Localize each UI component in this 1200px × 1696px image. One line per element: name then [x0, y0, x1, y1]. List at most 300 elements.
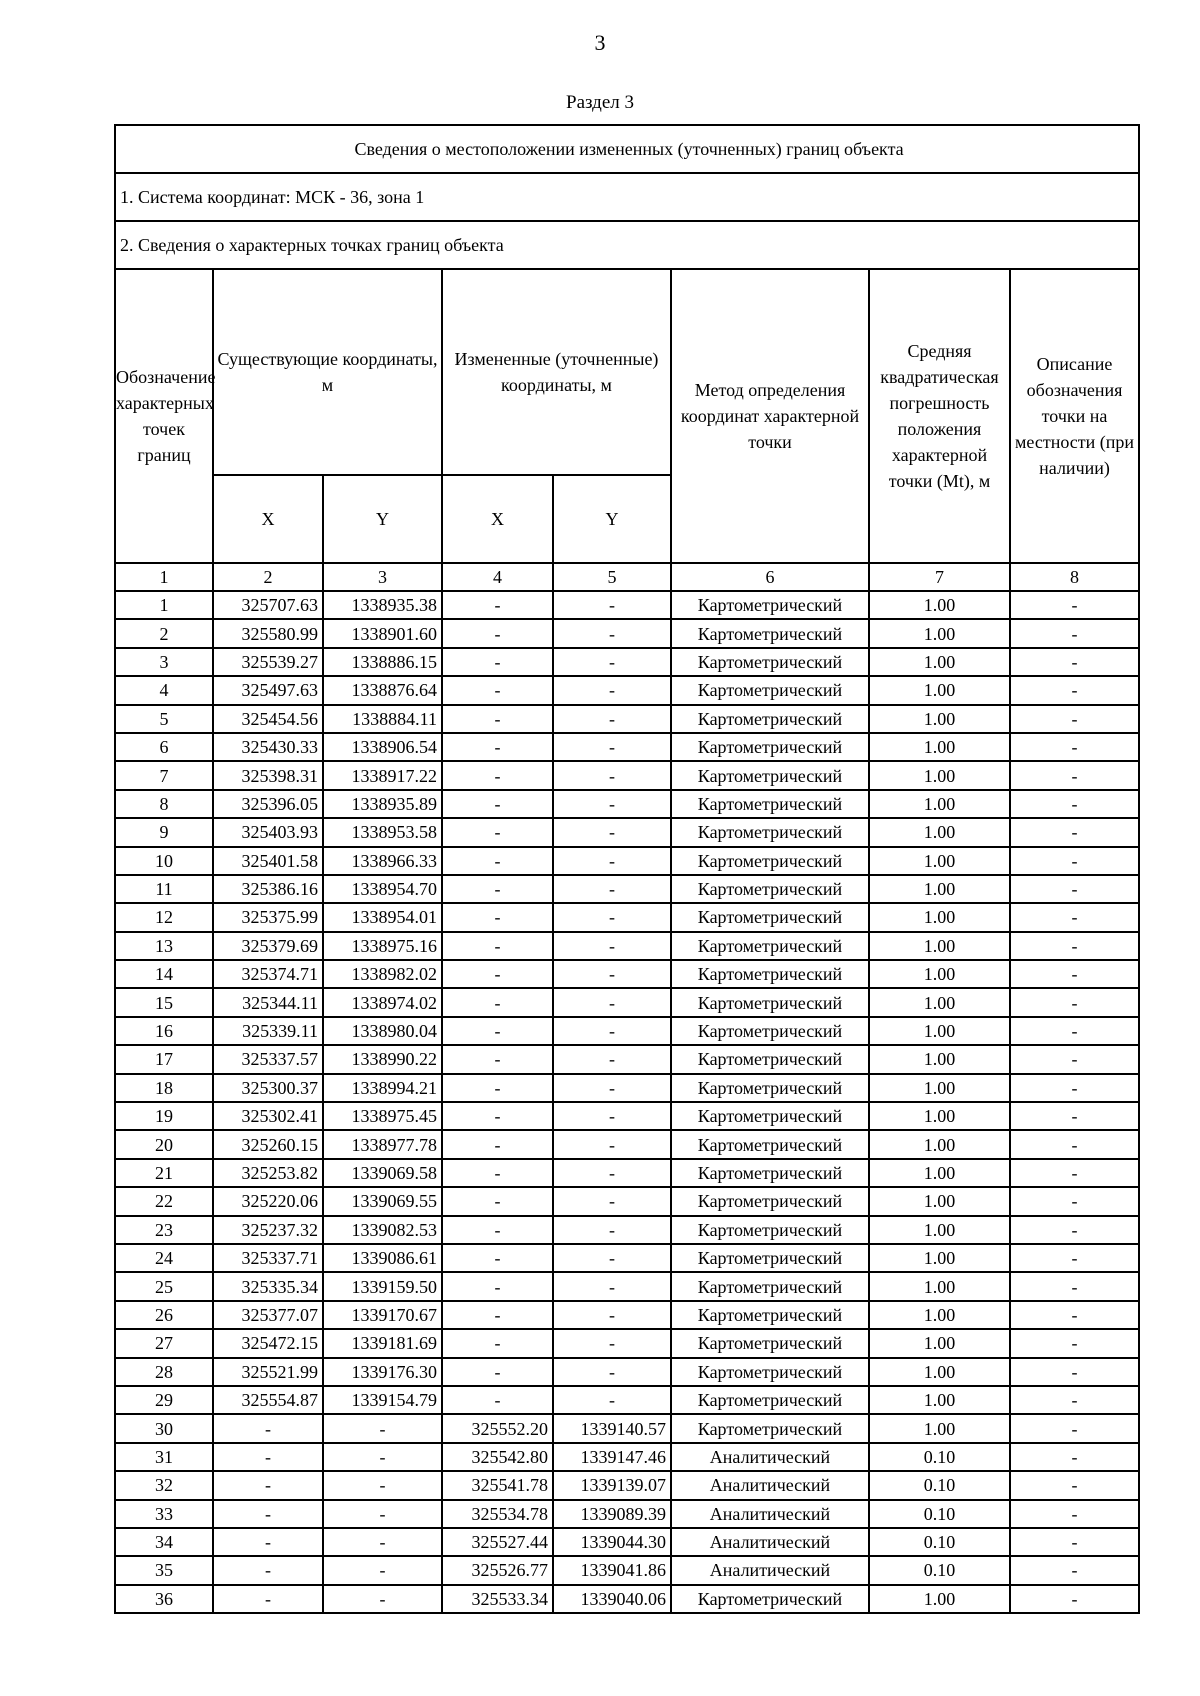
point-number-cell: 9 [115, 818, 213, 846]
mean-error-cell: 1.00 [869, 591, 1010, 619]
existing-y-cell: 1339082.53 [323, 1216, 442, 1244]
changed-y-cell: - [553, 988, 671, 1016]
mean-error-cell: 0.10 [869, 1443, 1010, 1471]
description-cell: - [1010, 619, 1139, 647]
description-cell: - [1010, 790, 1139, 818]
table-row [115, 1074, 1139, 1102]
method-cell: Картометрический [671, 705, 869, 733]
existing-x-cell: 325454.56 [213, 705, 323, 733]
point-number-cell: 2 [115, 619, 213, 647]
table-row [115, 932, 1139, 960]
description-cell: - [1010, 818, 1139, 846]
changed-x-cell: 325552.20 [442, 1414, 553, 1442]
existing-y-cell: 1338954.01 [323, 903, 442, 931]
mean-error-cell: 1.00 [869, 1272, 1010, 1300]
existing-y-cell: 1339086.61 [323, 1244, 442, 1272]
changed-x-cell: - [442, 1017, 553, 1045]
existing-x-cell: 325403.93 [213, 818, 323, 846]
existing-y-cell: 1338906.54 [323, 733, 442, 761]
changed-y-cell: - [553, 1130, 671, 1158]
existing-y-cell: 1338975.45 [323, 1102, 442, 1130]
method-cell: Картометрический [671, 790, 869, 818]
changed-x-cell: - [442, 960, 553, 988]
changed-y-cell: - [553, 1358, 671, 1386]
point-number-cell: 11 [115, 875, 213, 903]
method-cell: Картометрический [671, 1187, 869, 1215]
point-number-cell: 15 [115, 988, 213, 1016]
description-cell: - [1010, 1471, 1139, 1499]
method-cell: Картометрический [671, 619, 869, 647]
existing-y-cell: 1338935.89 [323, 790, 442, 818]
existing-y-cell: 1338982.02 [323, 960, 442, 988]
column-number: 6 [671, 563, 869, 591]
header-designation: Обозначение характерных точек границ [115, 269, 213, 563]
mean-error-cell: 1.00 [869, 1244, 1010, 1272]
method-cell: Картометрический [671, 761, 869, 789]
changed-y-cell: - [553, 818, 671, 846]
changed-x-cell: - [442, 790, 553, 818]
existing-x-cell: 325554.87 [213, 1386, 323, 1414]
method-cell: Картометрический [671, 988, 869, 1016]
point-number-cell: 3 [115, 648, 213, 676]
changed-y-cell: - [553, 1187, 671, 1215]
method-cell: Картометрический [671, 1329, 869, 1357]
changed-y-cell: - [553, 1244, 671, 1272]
point-number-cell: 25 [115, 1272, 213, 1300]
existing-y-cell: 1339181.69 [323, 1329, 442, 1357]
method-cell: Картометрический [671, 1272, 869, 1300]
changed-y-cell: - [553, 1159, 671, 1187]
changed-x-cell: - [442, 761, 553, 789]
mean-error-cell: 1.00 [869, 1216, 1010, 1244]
changed-y-cell: - [553, 903, 671, 931]
description-cell: - [1010, 903, 1139, 931]
existing-x-cell: - [213, 1414, 323, 1442]
description-cell: - [1010, 1187, 1139, 1215]
mean-error-cell: 1.00 [869, 705, 1010, 733]
header-existing-coords: Существующие координаты, м [213, 269, 442, 475]
description-cell: - [1010, 733, 1139, 761]
changed-y-cell: - [553, 733, 671, 761]
changed-y-cell: - [553, 847, 671, 875]
changed-x-cell: - [442, 648, 553, 676]
boundary-points-table [114, 124, 1140, 1614]
existing-x-cell: 325253.82 [213, 1159, 323, 1187]
existing-x-cell: - [213, 1556, 323, 1584]
method-cell: Картометрический [671, 960, 869, 988]
method-cell: Аналитический [671, 1528, 869, 1556]
changed-y-cell: 1339044.30 [553, 1528, 671, 1556]
description-cell: - [1010, 1216, 1139, 1244]
header-changed-x: X [442, 475, 553, 563]
existing-y-cell: - [323, 1585, 442, 1613]
existing-y-cell: 1339154.79 [323, 1386, 442, 1414]
mean-error-cell: 1.00 [869, 988, 1010, 1016]
existing-x-cell: 325300.37 [213, 1074, 323, 1102]
point-number-cell: 4 [115, 676, 213, 704]
table-row [115, 1414, 1139, 1442]
column-number: 3 [323, 563, 442, 591]
table-row [115, 648, 1139, 676]
existing-x-cell: 325398.31 [213, 761, 323, 789]
changed-y-cell: 1339147.46 [553, 1443, 671, 1471]
method-cell: Картометрический [671, 932, 869, 960]
mean-error-cell: 1.00 [869, 875, 1010, 903]
description-cell: - [1010, 1074, 1139, 1102]
changed-x-cell: - [442, 875, 553, 903]
mean-error-cell: 1.00 [869, 1358, 1010, 1386]
method-cell: Картометрический [671, 875, 869, 903]
mean-error-cell: 1.00 [869, 1074, 1010, 1102]
table-row [115, 1585, 1139, 1613]
table-row [115, 1017, 1139, 1045]
table-row [115, 818, 1139, 846]
description-cell: - [1010, 1414, 1139, 1442]
table-row [115, 1187, 1139, 1215]
column-number: 8 [1010, 563, 1139, 591]
changed-x-cell: - [442, 591, 553, 619]
method-cell: Аналитический [671, 1443, 869, 1471]
changed-x-cell: - [442, 676, 553, 704]
mean-error-cell: 1.00 [869, 1159, 1010, 1187]
existing-x-cell: 325220.06 [213, 1187, 323, 1215]
changed-x-cell: 325534.78 [442, 1500, 553, 1528]
changed-x-cell: - [442, 1329, 553, 1357]
method-cell: Картометрический [671, 648, 869, 676]
method-cell: Картометрический [671, 1301, 869, 1329]
point-number-cell: 16 [115, 1017, 213, 1045]
method-cell: Картометрический [671, 676, 869, 704]
method-cell: Аналитический [671, 1471, 869, 1499]
existing-y-cell: 1339069.58 [323, 1159, 442, 1187]
changed-y-cell: - [553, 1272, 671, 1300]
changed-y-cell: - [553, 1074, 671, 1102]
changed-x-cell: - [442, 1159, 553, 1187]
mean-error-cell: 1.00 [869, 761, 1010, 789]
mean-error-cell: 1.00 [869, 1017, 1010, 1045]
point-number-cell: 7 [115, 761, 213, 789]
table-row [115, 1045, 1139, 1073]
changed-x-cell: - [442, 1074, 553, 1102]
changed-x-cell: - [442, 818, 553, 846]
changed-y-cell: - [553, 1102, 671, 1130]
mean-error-cell: 1.00 [869, 960, 1010, 988]
page-number: 3 [594, 30, 606, 55]
changed-y-cell: 1339139.07 [553, 1471, 671, 1499]
changed-x-cell: 325542.80 [442, 1443, 553, 1471]
table-row [115, 733, 1139, 761]
existing-x-cell: 325337.71 [213, 1244, 323, 1272]
existing-x-cell: 325337.57 [213, 1045, 323, 1073]
changed-x-cell: - [442, 1244, 553, 1272]
changed-x-cell: - [442, 903, 553, 931]
existing-y-cell: 1338886.15 [323, 648, 442, 676]
changed-y-cell: - [553, 1329, 671, 1357]
existing-y-cell: 1338876.64 [323, 676, 442, 704]
method-cell: Картометрический [671, 818, 869, 846]
point-number-cell: 1 [115, 591, 213, 619]
existing-y-cell: 1338994.21 [323, 1074, 442, 1102]
changed-x-cell: - [442, 847, 553, 875]
header-changed-y: Y [553, 475, 671, 563]
header-existing-y: Y [323, 475, 442, 563]
existing-x-cell: - [213, 1585, 323, 1613]
column-number: 5 [553, 563, 671, 591]
description-cell: - [1010, 1329, 1139, 1357]
table-row [115, 761, 1139, 789]
column-number: 2 [213, 563, 323, 591]
column-number: 1 [115, 563, 213, 591]
existing-x-cell: 325335.34 [213, 1272, 323, 1300]
changed-x-cell: 325533.34 [442, 1585, 553, 1613]
description-cell: - [1010, 960, 1139, 988]
method-cell: Картометрический [671, 1130, 869, 1158]
method-cell: Аналитический [671, 1556, 869, 1584]
existing-x-cell: 325379.69 [213, 932, 323, 960]
existing-y-cell: - [323, 1471, 442, 1499]
header-existing-x: X [213, 475, 323, 563]
mean-error-cell: 1.00 [869, 1414, 1010, 1442]
table-row [115, 1500, 1139, 1528]
table-row [115, 1102, 1139, 1130]
description-cell: - [1010, 1017, 1139, 1045]
existing-y-cell: - [323, 1443, 442, 1471]
points-heading: 2. Сведения о характерных точках границ объекта [115, 221, 1139, 269]
description-cell: - [1010, 591, 1139, 619]
method-cell: Картометрический [671, 591, 869, 619]
table-row [115, 1329, 1139, 1357]
existing-x-cell: 325430.33 [213, 733, 323, 761]
existing-y-cell: - [323, 1556, 442, 1584]
method-cell: Картометрический [671, 1216, 869, 1244]
description-cell: - [1010, 875, 1139, 903]
changed-y-cell: - [553, 648, 671, 676]
point-number-cell: 8 [115, 790, 213, 818]
changed-y-cell: 1339140.57 [553, 1414, 671, 1442]
mean-error-cell: 1.00 [869, 1585, 1010, 1613]
point-number-cell: 28 [115, 1358, 213, 1386]
description-cell: - [1010, 1102, 1139, 1130]
changed-y-cell: - [553, 619, 671, 647]
method-cell: Картометрический [671, 1386, 869, 1414]
existing-y-cell: 1338974.02 [323, 988, 442, 1016]
method-cell: Картометрический [671, 1585, 869, 1613]
mean-error-cell: 1.00 [869, 847, 1010, 875]
changed-y-cell: - [553, 1386, 671, 1414]
method-cell: Картометрический [671, 1045, 869, 1073]
method-cell: Картометрический [671, 1017, 869, 1045]
description-cell: - [1010, 761, 1139, 789]
existing-x-cell: 325521.99 [213, 1358, 323, 1386]
point-number-cell: 33 [115, 1500, 213, 1528]
method-cell: Картометрический [671, 1244, 869, 1272]
existing-x-cell: 325374.71 [213, 960, 323, 988]
description-cell: - [1010, 1244, 1139, 1272]
description-cell: - [1010, 1045, 1139, 1073]
table-row [115, 1386, 1139, 1414]
changed-y-cell: - [553, 1216, 671, 1244]
existing-x-cell: 325497.63 [213, 676, 323, 704]
mean-error-cell: 1.00 [869, 733, 1010, 761]
changed-x-cell: - [442, 988, 553, 1016]
mean-error-cell: 1.00 [869, 619, 1010, 647]
changed-x-cell: 325541.78 [442, 1471, 553, 1499]
point-number-cell: 17 [115, 1045, 213, 1073]
changed-x-cell: - [442, 1045, 553, 1073]
mean-error-cell: 0.10 [869, 1556, 1010, 1584]
mean-error-cell: 1.00 [869, 648, 1010, 676]
changed-x-cell: 325526.77 [442, 1556, 553, 1584]
changed-y-cell: - [553, 932, 671, 960]
table-row [115, 1471, 1139, 1499]
changed-y-cell: - [553, 676, 671, 704]
existing-x-cell: 325472.15 [213, 1329, 323, 1357]
table-row [115, 1556, 1139, 1584]
existing-x-cell: 325401.58 [213, 847, 323, 875]
mean-error-cell: 1.00 [869, 1045, 1010, 1073]
changed-y-cell: - [553, 790, 671, 818]
existing-x-cell: 325377.07 [213, 1301, 323, 1329]
table-row [115, 988, 1139, 1016]
existing-x-cell: 325344.11 [213, 988, 323, 1016]
mean-error-cell: 1.00 [869, 903, 1010, 931]
mean-error-cell: 1.00 [869, 1102, 1010, 1130]
method-cell: Картометрический [671, 903, 869, 931]
changed-x-cell: - [442, 619, 553, 647]
existing-x-cell: - [213, 1500, 323, 1528]
mean-error-cell: 1.00 [869, 818, 1010, 846]
mean-error-cell: 0.10 [869, 1528, 1010, 1556]
changed-y-cell: - [553, 761, 671, 789]
point-number-cell: 12 [115, 903, 213, 931]
existing-x-cell: 325237.32 [213, 1216, 323, 1244]
existing-y-cell: 1338990.22 [323, 1045, 442, 1073]
changed-x-cell: - [442, 1216, 553, 1244]
existing-x-cell: - [213, 1471, 323, 1499]
table-row [115, 705, 1139, 733]
description-cell: - [1010, 1500, 1139, 1528]
existing-y-cell: 1338884.11 [323, 705, 442, 733]
table-row [115, 1443, 1139, 1471]
table-row [115, 790, 1139, 818]
existing-y-cell: 1338954.70 [323, 875, 442, 903]
table-row [115, 1130, 1139, 1158]
changed-y-cell: - [553, 960, 671, 988]
existing-y-cell: - [323, 1414, 442, 1442]
method-cell: Картометрический [671, 1358, 869, 1386]
table-row [115, 1159, 1139, 1187]
point-number-cell: 20 [115, 1130, 213, 1158]
point-number-cell: 36 [115, 1585, 213, 1613]
table-row [115, 1244, 1139, 1272]
table-title: Сведения о местоположении измененных (уточненных) границ объекта [115, 125, 1139, 173]
point-number-cell: 26 [115, 1301, 213, 1329]
point-number-cell: 6 [115, 733, 213, 761]
existing-x-cell: 325539.27 [213, 648, 323, 676]
mean-error-cell: 1.00 [869, 1187, 1010, 1215]
existing-y-cell: 1339159.50 [323, 1272, 442, 1300]
existing-x-cell: - [213, 1528, 323, 1556]
changed-x-cell: - [442, 1358, 553, 1386]
mean-error-cell: 1.00 [869, 790, 1010, 818]
header-description: Описание обозначения точки на местности (при наличии) [1010, 269, 1139, 563]
table-row [115, 619, 1139, 647]
existing-x-cell: 325580.99 [213, 619, 323, 647]
point-number-cell: 32 [115, 1471, 213, 1499]
point-number-cell: 22 [115, 1187, 213, 1215]
changed-x-cell: 325527.44 [442, 1528, 553, 1556]
mean-error-cell: 1.00 [869, 1130, 1010, 1158]
point-number-cell: 13 [115, 932, 213, 960]
changed-y-cell: 1339089.39 [553, 1500, 671, 1528]
point-number-cell: 30 [115, 1414, 213, 1442]
changed-y-cell: - [553, 591, 671, 619]
description-cell: - [1010, 1443, 1139, 1471]
point-number-cell: 19 [115, 1102, 213, 1130]
description-cell: - [1010, 1585, 1139, 1613]
description-cell: - [1010, 676, 1139, 704]
table-row [115, 875, 1139, 903]
description-cell: - [1010, 932, 1139, 960]
existing-x-cell: 325375.99 [213, 903, 323, 931]
changed-y-cell: 1339041.86 [553, 1556, 671, 1584]
existing-x-cell: 325339.11 [213, 1017, 323, 1045]
point-number-cell: 31 [115, 1443, 213, 1471]
description-cell: - [1010, 705, 1139, 733]
changed-x-cell: - [442, 1272, 553, 1300]
changed-x-cell: - [442, 705, 553, 733]
point-number-cell: 23 [115, 1216, 213, 1244]
existing-y-cell: 1339176.30 [323, 1358, 442, 1386]
existing-y-cell: 1338966.33 [323, 847, 442, 875]
existing-y-cell: 1338977.78 [323, 1130, 442, 1158]
table-row [115, 1272, 1139, 1300]
description-cell: - [1010, 1528, 1139, 1556]
changed-x-cell: - [442, 1386, 553, 1414]
point-number-cell: 10 [115, 847, 213, 875]
existing-y-cell: 1338917.22 [323, 761, 442, 789]
existing-y-cell: - [323, 1528, 442, 1556]
table-row [115, 903, 1139, 931]
changed-x-cell: - [442, 1102, 553, 1130]
existing-y-cell: 1339069.55 [323, 1187, 442, 1215]
mean-error-cell: 0.10 [869, 1471, 1010, 1499]
existing-y-cell: 1338935.38 [323, 591, 442, 619]
changed-x-cell: - [442, 1187, 553, 1215]
existing-y-cell: 1338980.04 [323, 1017, 442, 1045]
table-row [115, 1358, 1139, 1386]
point-number-cell: 21 [115, 1159, 213, 1187]
changed-y-cell: - [553, 875, 671, 903]
header-error: Средняя квадратическая погрешность положения характерной точки (Mt), м [869, 269, 1010, 563]
changed-x-cell: - [442, 1130, 553, 1158]
changed-y-cell: - [553, 1045, 671, 1073]
table-row [115, 1301, 1139, 1329]
existing-x-cell: 325396.05 [213, 790, 323, 818]
table-row [115, 1528, 1139, 1556]
method-cell: Аналитический [671, 1500, 869, 1528]
coordinate-system: 1. Система координат: МСК - 36, зона 1 [115, 173, 1139, 221]
existing-x-cell: 325260.15 [213, 1130, 323, 1158]
description-cell: - [1010, 1358, 1139, 1386]
method-cell: Картометрический [671, 733, 869, 761]
description-cell: - [1010, 1272, 1139, 1300]
description-cell: - [1010, 1130, 1139, 1158]
table-row [115, 960, 1139, 988]
table-row [115, 591, 1139, 619]
changed-y-cell: - [553, 1017, 671, 1045]
point-number-cell: 5 [115, 705, 213, 733]
